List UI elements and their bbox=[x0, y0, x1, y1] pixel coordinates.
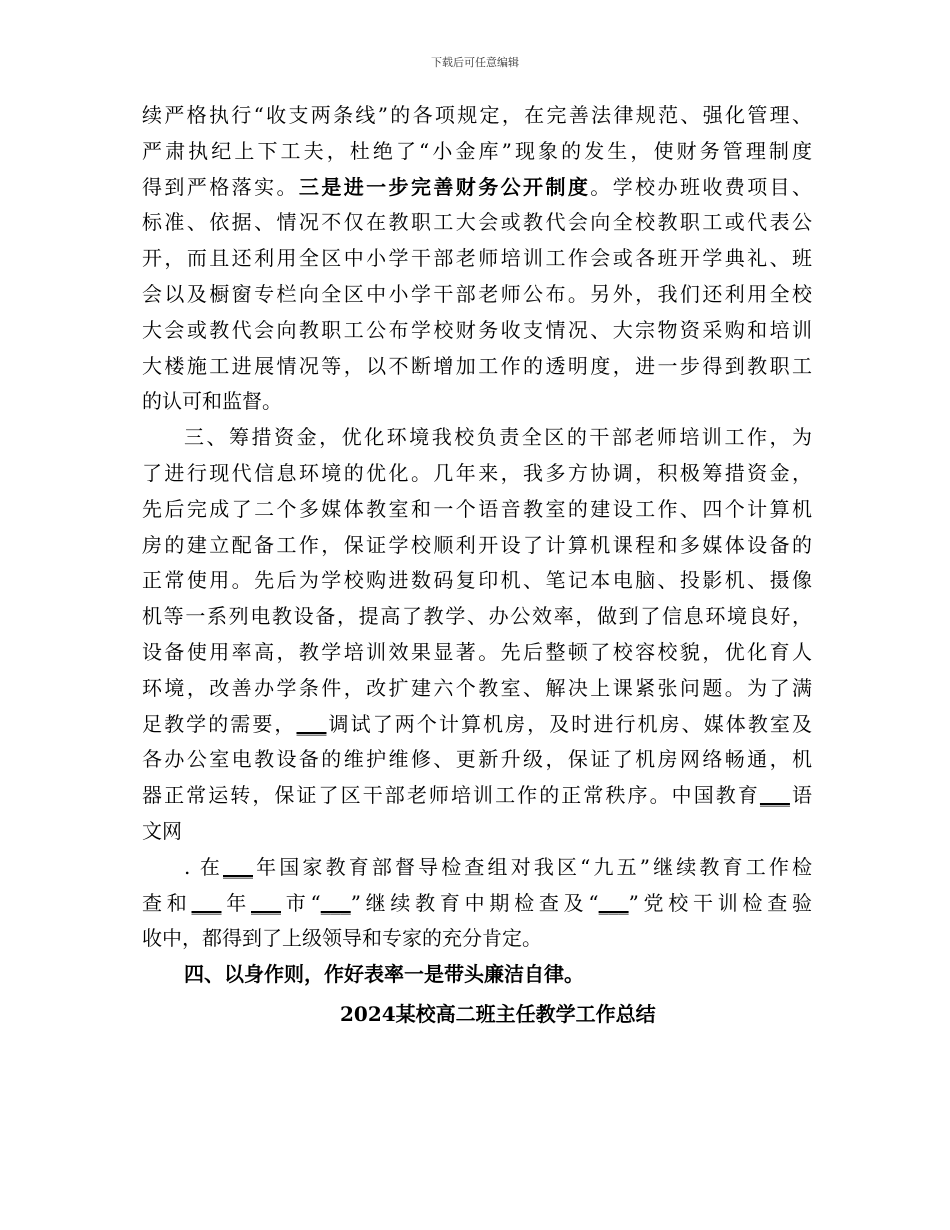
text-line: 标准、依据、情况不仅在教职工大会或教代会向全校教职工或代表公 bbox=[142, 210, 812, 235]
text-line bbox=[142, 850, 812, 886]
text-line: 三、筹措资金，优化环境我校负责全区的干部老师培训工作，为 bbox=[184, 425, 812, 450]
text-run: 查和 bbox=[142, 890, 192, 915]
text-line: 大会或教代会向教职工公布学校财务收支情况、大宗物资采购和培训 bbox=[142, 317, 812, 342]
text-line bbox=[142, 778, 812, 814]
blank-field: ___ bbox=[251, 890, 281, 915]
paragraph-inspection bbox=[142, 850, 812, 957]
text-run: ”继续教育中期检查及“ bbox=[350, 890, 599, 915]
text-run: 得到严格落实。 bbox=[142, 174, 299, 199]
text-line: 会以及橱窗专栏向全区中小学干部老师公布。另外，我们还利用全校 bbox=[142, 281, 812, 306]
text-run: 市“ bbox=[281, 890, 321, 915]
text-line: 先后完成了二个多媒体教室和一个语音教室的建设工作、四个计算机 bbox=[142, 496, 812, 521]
blank-field: ___ bbox=[191, 890, 222, 915]
text-run: 年 bbox=[221, 890, 251, 915]
text-line bbox=[142, 707, 812, 743]
paragraph-section-four bbox=[142, 957, 812, 993]
blank-field: ___ bbox=[223, 854, 253, 879]
text-run: 足教学的需要， bbox=[142, 711, 297, 736]
blank-field: ___ bbox=[598, 890, 629, 915]
document-body bbox=[142, 98, 812, 1033]
text-run: 年国家教育部督导检查组对我区“九五”继续教育工作检 bbox=[253, 854, 812, 879]
section-heading: 四、以身作则，作好表率一是带头廉洁自律。 bbox=[184, 962, 584, 987]
text-line: 房的建立配备工作，保证学校顺利开设了计算机课程和多媒体设备的 bbox=[142, 532, 812, 557]
text-line: 各办公室电教设备的维护维修、更新升级，保证了机房网络畅通，机 bbox=[142, 747, 812, 772]
text-line: 大楼施工进展情况等，以不断增加工作的透明度，进一步得到教职工 bbox=[142, 353, 812, 378]
page-header: 下载后可任意编辑 bbox=[431, 56, 519, 69]
text-line bbox=[142, 886, 812, 922]
text-line: 收中，都得到了上级领导和专家的充分肯定。 bbox=[142, 926, 542, 951]
text-line bbox=[142, 170, 812, 206]
text-line: 严肃执纪上下工夫，杜绝了“小金库”现象的发生，使财务管理制度 bbox=[142, 138, 812, 163]
text-run: 调试了两个计算机房，及时进行机房、媒体教室及 bbox=[326, 711, 813, 736]
document-title: 2024某校高二班主任教学工作总结 bbox=[340, 1001, 656, 1026]
blank-field: ___ bbox=[296, 711, 327, 736]
text-line: 了进行现代信息环境的优化。几年来，我多方协调，积极筹措资金， bbox=[142, 460, 812, 485]
text-run: 语 bbox=[789, 783, 813, 808]
text-run: 器正常运转，保证了区干部老师培训工作的正常秩序。中国教育 bbox=[142, 783, 760, 808]
text-line: 环境，改善办学条件，改扩建六个教室、解决上课紧张问题。为了满 bbox=[142, 675, 812, 700]
text-run: 。学校办班收费项目、 bbox=[590, 174, 813, 199]
blank-field: ___ bbox=[320, 890, 351, 915]
bold-heading-run: 三是进一步完善财务公开制度 bbox=[298, 174, 591, 199]
text-line: 机等一系列电教设备，提高了教学、办公效率，做到了信息环境良好， bbox=[142, 604, 812, 629]
text-line: 文网 bbox=[142, 818, 182, 843]
text-line: 的认可和监督。 bbox=[142, 389, 282, 414]
paragraph-funding bbox=[142, 420, 812, 850]
text-line: 正常使用。先后为学校购进数码复印机、笔记本电脑、投影机、摄像 bbox=[142, 568, 812, 593]
text-run: ”党校干训检查验 bbox=[628, 890, 813, 915]
text-run: . 在 bbox=[184, 854, 223, 879]
text-line: 续严格执行“收支两条线”的各项规定，在完善法律规范、强化管理、 bbox=[142, 103, 812, 127]
text-line: 开，而且还利用全区中小学干部老师培训工作会或各班开学典礼、班 bbox=[142, 246, 812, 271]
blank-field: ___ bbox=[759, 783, 790, 808]
text-line: 设备使用率高，教学培训效果显著。先后整顿了校容校貌，优化育人 bbox=[142, 639, 812, 664]
paragraph-finance bbox=[142, 98, 812, 420]
